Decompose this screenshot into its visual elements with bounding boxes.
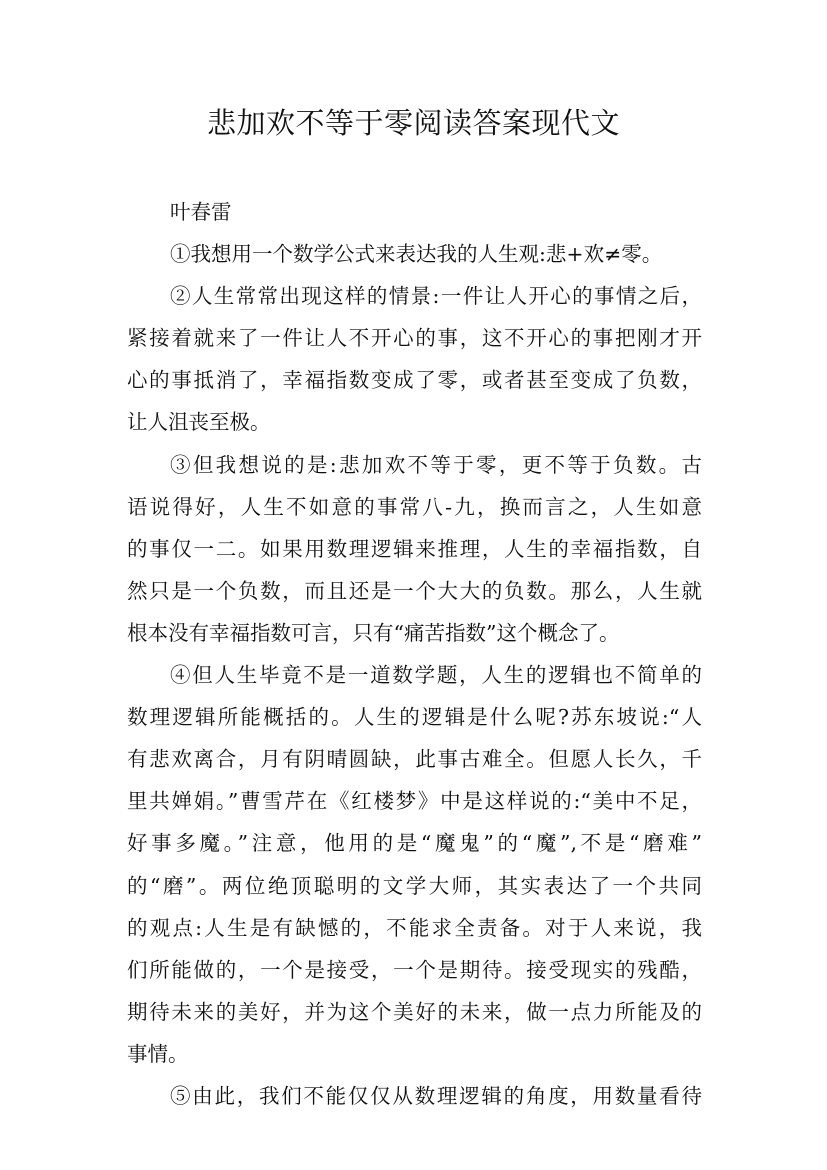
paragraph-4-line: 好事多魔。”注意，他用的是“魔鬼”的“魔”,不是“磨难” xyxy=(127,831,702,856)
paragraph-3-line: 的事仅一二。如果用数理逻辑来推理，人生的幸福指数，自 xyxy=(127,536,702,561)
paragraph-4-line: 里共婵娟。”曹雪芹在《红楼梦》中是这样说的:“美中不足， xyxy=(127,789,702,814)
paragraph-3-line: 语说得好，人生不如意的事常八-九，换而言之，人生如意 xyxy=(127,494,702,519)
paragraph-4-line: 有悲欢离合，月有阴晴圆缺，此事古难全。但愿人长久，千 xyxy=(127,747,702,772)
paragraph-1-line: ①我想用一个数学公式来表达我的人生观:悲+欢≠零。 xyxy=(170,242,663,267)
author-line: 叶春雷 xyxy=(170,200,232,224)
document-title: 悲加欢不等于零阅读答案现代文 xyxy=(206,106,620,140)
paragraph-4-line: 们所能做的，一个是接受，一个是期待。接受现实的残酷， xyxy=(127,957,702,982)
paragraph-4-line: ④但人生毕竟不是一道数学题，人生的逻辑也不简单的 xyxy=(170,663,702,688)
paragraph-4-line: 的观点:人生是有缺憾的，不能求全责备。对于人来说，我 xyxy=(127,915,702,940)
paragraph-4-line: 数理逻辑所能概括的。人生的逻辑是什么呢?苏东坡说:“人 xyxy=(127,705,702,730)
paragraph-4-line: 期待未来的美好，并为这个美好的未来，做一点力所能及的 xyxy=(127,999,702,1024)
paragraph-3-line: 根本没有幸福指数可言，只有“痛苦指数”这个概念了。 xyxy=(127,620,620,645)
paragraph-4-line: 事情。 xyxy=(127,1041,189,1066)
paragraph-4-line: 的“磨”。两位绝顶聪明的文学大师，其实表达了一个共同 xyxy=(127,873,702,898)
document-body xyxy=(127,195,702,1121)
paragraph-2-line: 让人沮丧至极。 xyxy=(127,410,271,435)
paragraph-2-line: 紧接着就来了一件让人不开心的事，这不开心的事把刚才开 xyxy=(127,326,702,351)
paragraph-2-line: ②人生常常出现这样的情景:一件让人开心的事情之后， xyxy=(170,284,702,309)
paragraph-3-line: 然只是一个负数，而且还是一个大大的负数。那么，人生就 xyxy=(127,578,702,603)
paragraph-2-line: 心的事抵消了，幸福指数变成了零，或者甚至变成了负数， xyxy=(127,368,702,393)
paragraph-5-line: ⑤由此，我们不能仅仅从数理逻辑的角度，用数量看待 xyxy=(170,1083,702,1108)
paragraph-3-line: ③但我想说的是:悲加欢不等于零，更不等于负数。古 xyxy=(170,452,702,477)
